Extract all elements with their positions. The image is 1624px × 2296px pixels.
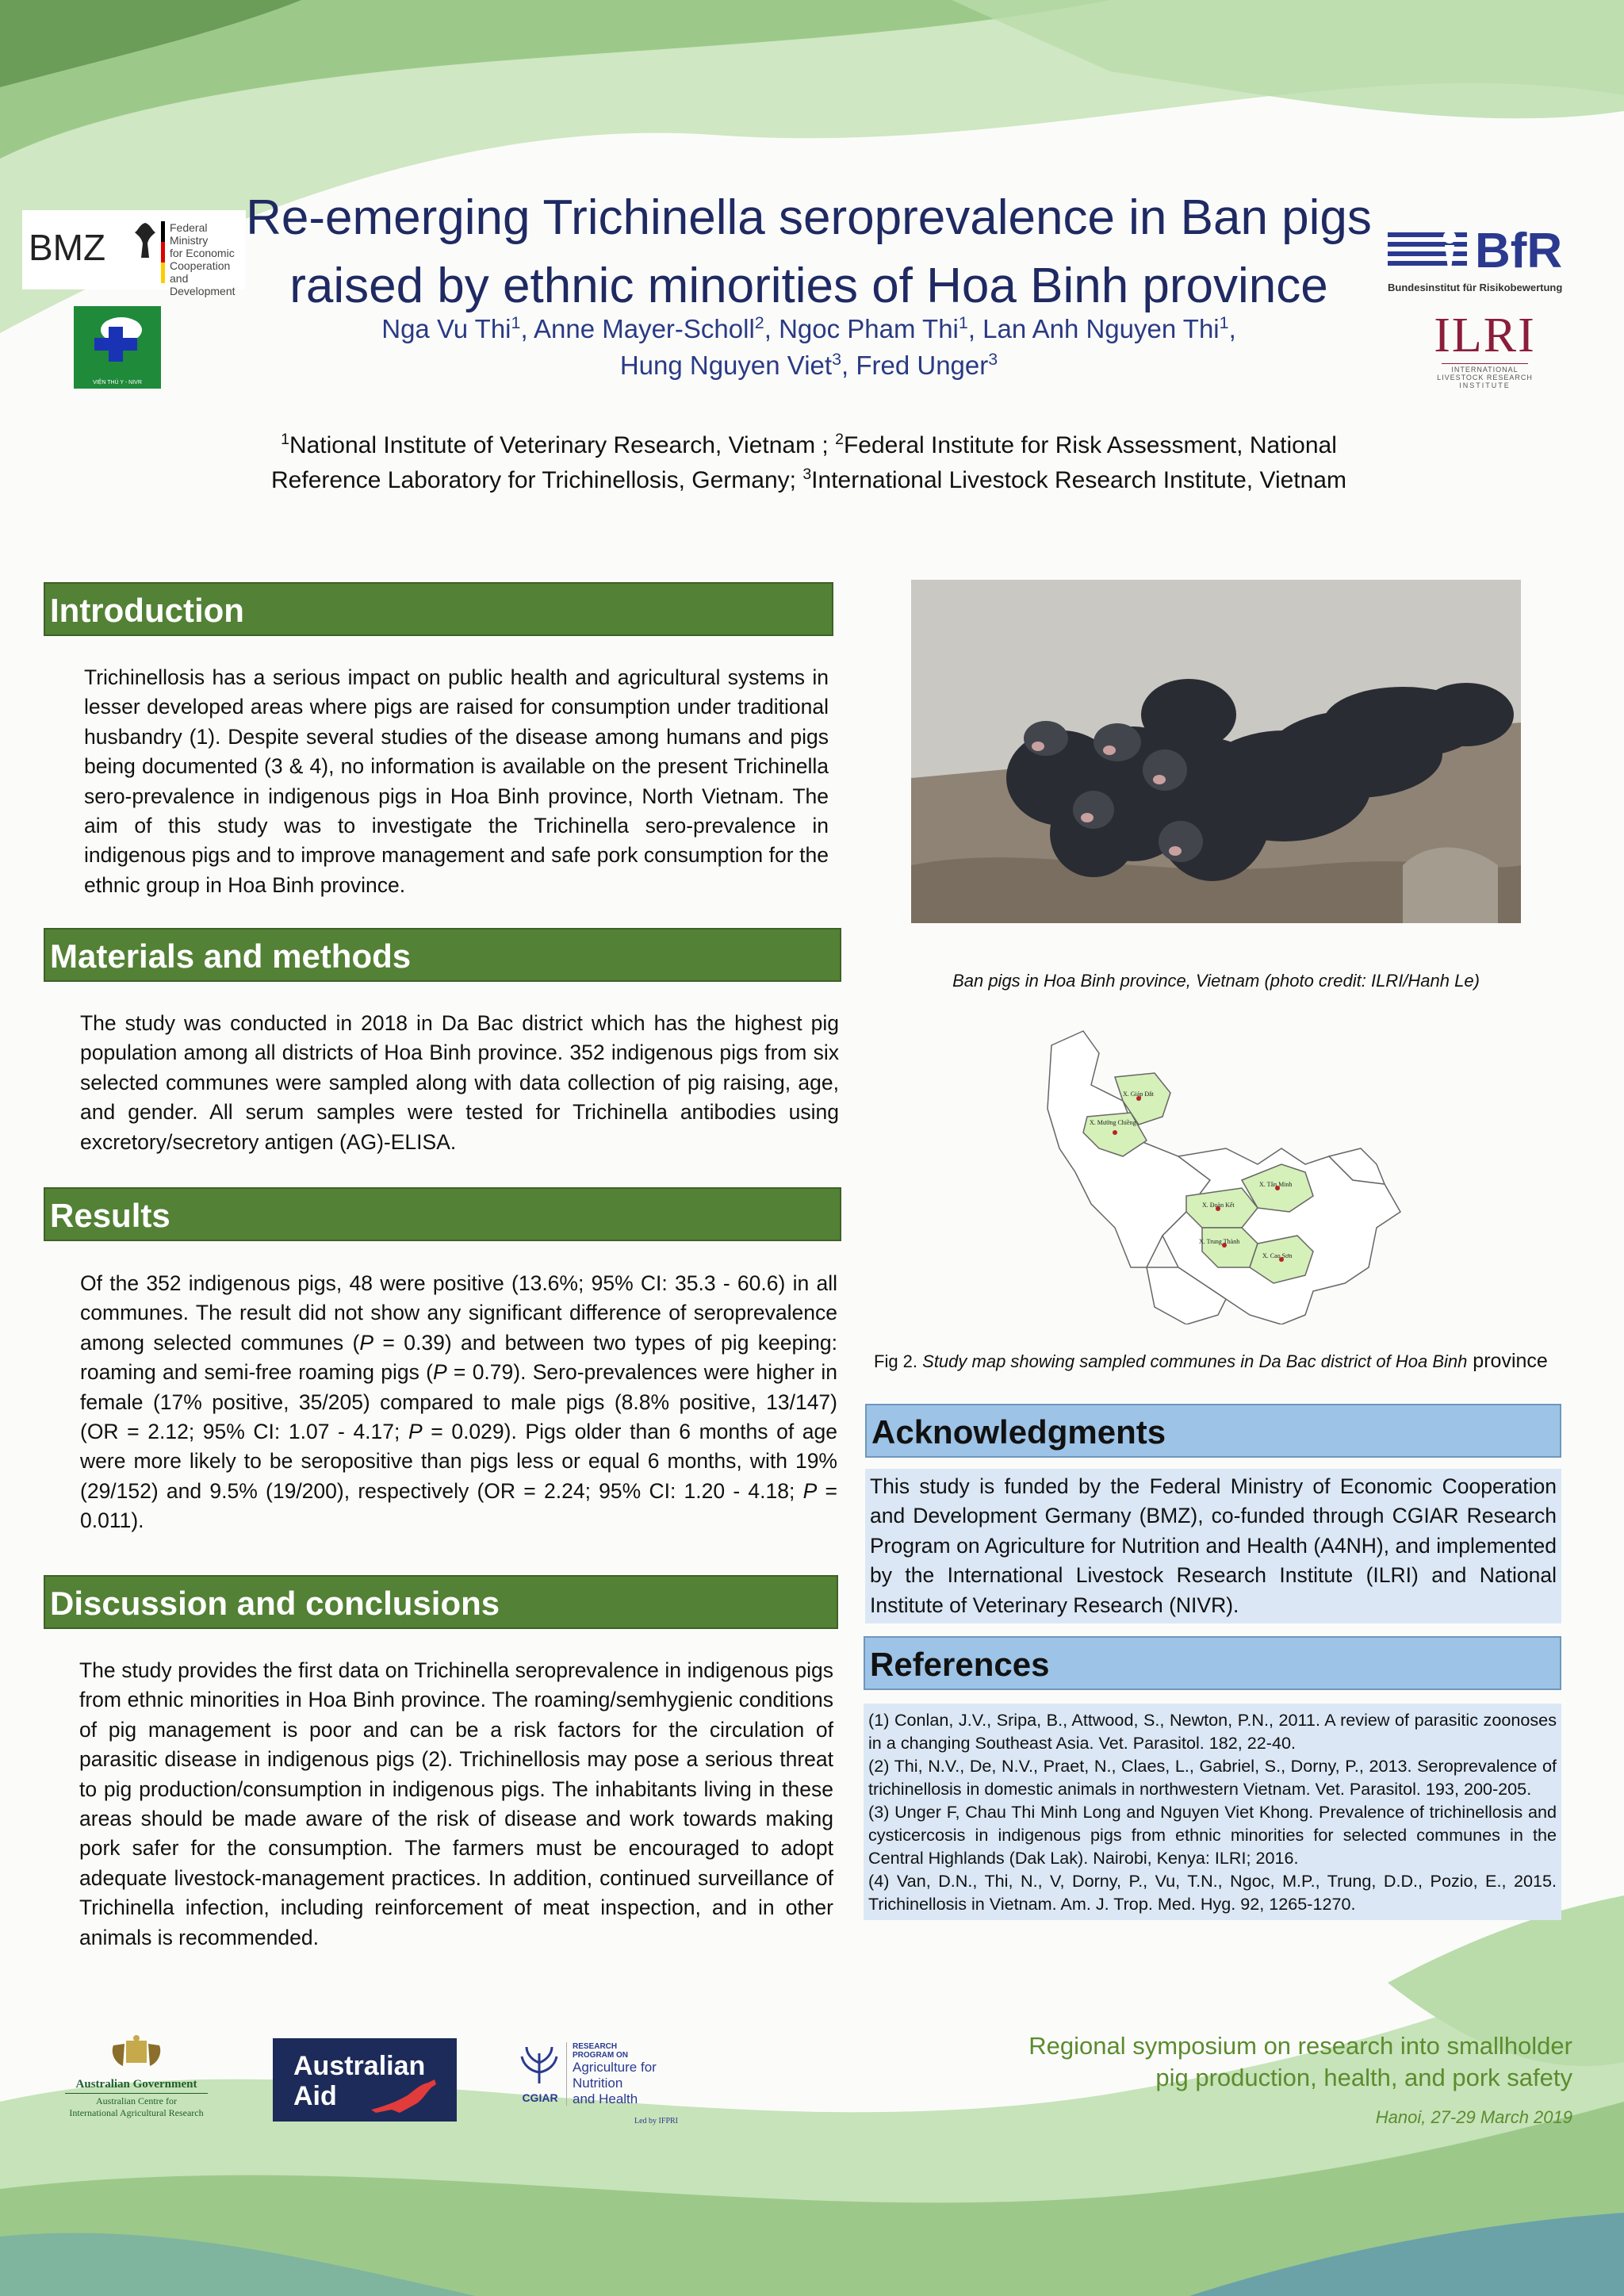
reference-item: (3) Unger F, Chau Thi Minh Long and Nguyen Viet Khong. Prevalence of trichinellosis and cysticercosis in indigenous pigs from ethnic minorities for selected communes in the Central Highlands (Dak Lak). Nairobi, Kenya: ILRI; 2016. — [868, 1802, 1557, 1868]
flag-bar — [161, 221, 165, 283]
a4nh-label: Agriculture for — [573, 2060, 657, 2075]
introduction-text: Trichinellosis has a serious impact on public health and agricultural systems in lesser developed areas where pigs are raised for consumption under traditional husbandry (1). Despite several studies of the disease among humans and pigs being documented (3 & 4), no information is available on the present Trichinella sero-prevalence in indigenous pigs in Hoa Binh province, North Vietnam. The aim of this study was to investigate the Trichinella sero-prevalence in indigenous pigs and to improve management and safe pork consumption for the ethnic group in Hoa Binh province. — [84, 665, 829, 897]
affiliation: Federal Institute for Risk Assessment, National — [843, 432, 1337, 458]
p-value-label: P — [359, 1330, 374, 1355]
author-affiliation: 1 — [511, 313, 521, 332]
bmz-subtitle: Federal Ministry — [170, 221, 209, 247]
photo-caption: Ban pigs in Hoa Binh province, Vietnam (photo credit: ILRI/Hanh Le) — [952, 971, 1480, 991]
reference-item: (2) Thi, N.V., De, N.V., Praet, N., Claes, L., Gabriel, S., Dorny, P., 2013. Seroprevalence of trichinellosis in domestic animals in northwestern Vietnam. Vet. Parasitol. 193, 200-205. — [868, 1756, 1557, 1799]
symposium-line: pig production, health, and pork safety — [1155, 2064, 1572, 2091]
a4nh-label: and Health — [573, 2091, 638, 2106]
affiliation: Reference Laboratory for Trichinellosis, Germany; — [271, 467, 803, 493]
map-caption — [874, 1350, 1588, 1373]
ifpri-label: Led by IFPRI — [634, 2117, 678, 2125]
author-affiliation: 3 — [988, 350, 998, 369]
bmz-logo-text: BMZ — [29, 227, 106, 268]
reference-item: (4) Van, D.N., Thi, N., V, Dorny, P., Vu, T.N., Ngoc, M.P., Trung, D.D., Pozio, E., 2015. Trichinellosis in Vietnam. Am. J. Trop. Med. Hyg. 92, 1265-1270. — [868, 1871, 1557, 1914]
methods-text: The study was conducted in 2018 in Da Bac district which has the highest pig population among all districts of Hoa Binh province. 352 indigenous pigs from six selected communes were sampled along with data collection of pig raising, age, and gender. All serum samples were tested for Trichinella antibodies using excretory/secretory antigen (AG)-ELISA. — [80, 1011, 839, 1154]
symposium-line: Regional symposium on research into smallholder — [1028, 2032, 1572, 2060]
discussion-text: The study provides the first data on Trichinella seroprevalence in indigenous pigs from ethnic minorities in Hoa Binh province. The roaming/semhygienic conditions of pig management is poor and can be a risk factors for the circulation of parasitic disease in indigenous pigs (2). Trichinellosis may pose a serious threat to pig production/consumption in indigenous pigs. The inhabitants living in these areas should be made aware of the risk of disease and work towards making pork safer for the consumption. The farmers must be encouraged to adopt adequate livestock-management practices. In addition, continued surveillance of Trichinella infection, including reinforcement of meat inspection, and in other animals is recommended. — [79, 1658, 833, 1949]
author-separator: , — [764, 314, 779, 343]
results-text-part: = 0.39) and between two types of pig keeping: roaming and semi-free roaming pigs ( — [80, 1330, 838, 1385]
map-label: X. Mường Chiềng — [1090, 1119, 1136, 1126]
eagle-icon — [132, 220, 159, 261]
methods-heading: Materials and methods — [44, 928, 841, 982]
p-value-label: P — [802, 1478, 818, 1503]
bmz-logo — [22, 210, 246, 297]
acknowledgments-text: This study is funded by the Federal Ministry of Economic Cooperation and Development Germany (BMZ), co-funded through CGIAR Research Program on Agriculture for Nutrition and Health (A4NH), and implemented by the International Livestock Research Institute (ILRI) and National Institute of Veterinary Research (NIVR). — [865, 1469, 1561, 1623]
pigs-photo — [911, 580, 1521, 923]
bmz-subtitle: and Development — [170, 272, 236, 297]
references-heading: References — [864, 1636, 1561, 1690]
title-line-2: raised by ethnic minorities of Hoa Binh province — [289, 259, 1328, 313]
results-text — [80, 1269, 837, 1536]
aus-aid-line: Aid — [293, 2081, 337, 2111]
cross-icon — [85, 312, 150, 370]
ilri-logo-text: ILRI — [1434, 309, 1536, 362]
author-separator: , — [841, 351, 856, 380]
affiliation: National Institute of Veterinary Research, Vietnam ; — [289, 432, 836, 458]
map-label: X. Cao Sơn — [1262, 1252, 1293, 1259]
results-text-part: Of the 352 indigenous pigs, 48 were positive (13.6%; 95% CI: 35.3 - 60.6) in all communes. The result did not show any significant difference of seroprevalence among selected communes ( — [80, 1271, 837, 1355]
map-caption-prefix: Fig 2. — [874, 1351, 923, 1371]
a4nh-label: RESEARCH — [573, 2042, 618, 2051]
author-name: Nga Vu Thi — [381, 314, 511, 343]
author-name: Anne Mayer-Scholl — [533, 314, 755, 343]
results-heading: Results — [44, 1187, 841, 1241]
cgiar-leaf-icon — [520, 2045, 558, 2087]
ilri-subtitle: INSTITUTE — [1459, 381, 1511, 389]
symposium-date: Hanoi, 27-29 March 2019 — [1375, 2107, 1572, 2127]
aciar-text: International Agricultural Research — [69, 2107, 204, 2118]
map-label: X. Trung Thành — [1199, 1238, 1240, 1245]
p-value-label: P — [408, 1420, 423, 1444]
map-label: X. Giáp Đắt — [1123, 1091, 1154, 1098]
australian-aid-logo — [273, 2038, 457, 2122]
affiliation: International Livestock Research Institute, Vietnam — [811, 467, 1346, 493]
coat-of-arms-icon — [109, 2034, 164, 2074]
aciar-logo — [57, 2034, 216, 2125]
acknowledgments-heading: Acknowledgments — [865, 1404, 1561, 1458]
affiliation-number: 2 — [835, 431, 844, 448]
poster-title — [238, 184, 1380, 320]
a4nh-label: PROGRAM ON — [573, 2051, 628, 2060]
authors — [238, 311, 1380, 384]
author-affiliation: 1 — [1219, 313, 1229, 332]
bfr-logo — [1386, 224, 1580, 297]
author-name: Hung Nguyen Viet — [619, 351, 833, 380]
a4nh-label: Nutrition — [573, 2076, 623, 2091]
introduction-heading: Introduction — [44, 582, 833, 636]
map-label: X. Tân Minh — [1259, 1181, 1293, 1188]
aus-aid-line: Australian — [293, 2051, 426, 2081]
author-name: Ngoc Pham Thi — [779, 314, 959, 343]
author-affiliation: 3 — [832, 350, 841, 369]
reference-item: (1) Conlan, J.V., Sripa, B., Attwood, S., Newton, P.N., 2011. A review of parasitic zoonoses in a changing Southeast Asia. Vet. Parasitol. 182, 22-40. — [868, 1710, 1557, 1753]
study-map — [1044, 1029, 1405, 1324]
p-value-label: P — [432, 1360, 447, 1385]
author-name: Fred Unger — [856, 351, 989, 380]
cgiar-text: CGIAR — [522, 2091, 558, 2104]
aciar-text: Australian Centre for — [96, 2095, 177, 2106]
symposium-title — [872, 2030, 1572, 2094]
affiliation-number: 1 — [281, 431, 289, 448]
references-list — [864, 1704, 1561, 1920]
affiliation-number: 3 — [802, 466, 812, 483]
a4nh-logo — [517, 2042, 699, 2129]
author-separator: , — [520, 314, 534, 343]
ilri-subtitle: INTERNATIONAL — [1451, 366, 1519, 374]
author-separator: , — [967, 314, 983, 343]
title-line-1: Re-emerging Trichinella seroprevalence in Ban pigs — [246, 190, 1372, 245]
affiliations — [198, 428, 1419, 498]
bfr-subtitle: Bundesinstitut für Risikobewertung — [1388, 282, 1563, 293]
ilri-subtitle: LIVESTOCK RESEARCH — [1437, 374, 1533, 381]
author-separator: , — [1228, 314, 1236, 343]
author-name: Lan Anh Nguyen Thi — [982, 314, 1220, 343]
bfr-mark-icon — [1388, 229, 1467, 269]
results-text-part: = 0.029). Pigs older than 6 months of age were more likely to be seropositive than pigs less or equal 6 months, with 19% (29/152) and 9.5% (19/200), respectively (OR = 2.24; 95% CI: 1.20 - 4.18; — [80, 1420, 837, 1503]
map-label: X. Đoàn Kết — [1202, 1202, 1235, 1209]
bmz-subtitle: for Economic Cooperation — [170, 247, 235, 272]
map-caption-italic: Study map showing sampled communes in Da Bac district of Hoa Binh — [922, 1351, 1468, 1371]
map-caption-suffix: province — [1467, 1350, 1548, 1372]
ilri-logo — [1427, 311, 1542, 398]
aus-gov-text: Australian Government — [75, 2078, 197, 2091]
results-text-part: = 0.011). — [80, 1478, 837, 1533]
author-affiliation: 2 — [754, 313, 764, 332]
author-affiliation: 1 — [958, 313, 968, 332]
nivr-label: VIỆN THÚ Y - NIVR — [93, 380, 142, 385]
nivr-logo — [74, 306, 161, 389]
kangaroo-icon — [368, 2078, 447, 2116]
results-text-part: = 0.79). Sero-prevalences were higher in female (17% positive, 35/205) compared to male pigs (8.8% positive, 13/147) (OR = 2.12; 95% CI: 1.07 - 4.17; — [80, 1360, 837, 1444]
discussion-heading: Discussion and conclusions — [44, 1575, 838, 1629]
bfr-logo-text: BfR — [1475, 224, 1563, 278]
